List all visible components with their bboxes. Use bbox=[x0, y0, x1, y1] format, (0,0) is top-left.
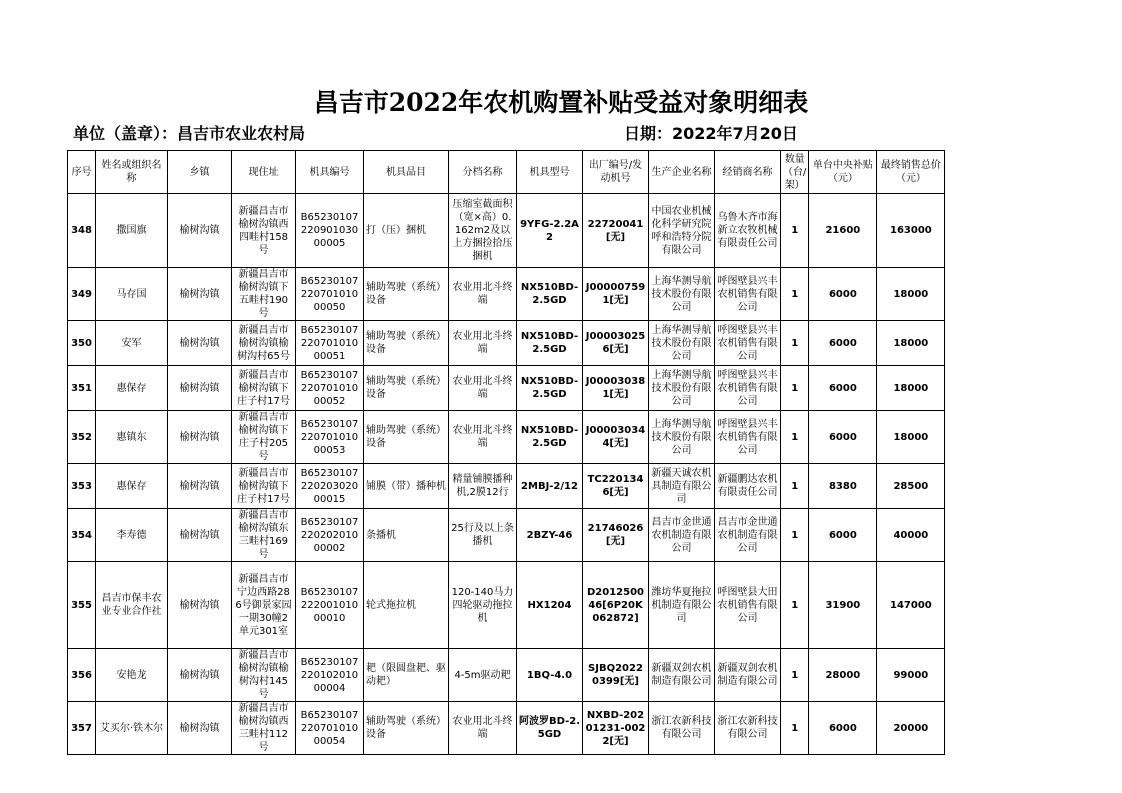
price-cell: 163000 bbox=[877, 194, 945, 268]
header-cell: 经销商名称 bbox=[715, 151, 781, 194]
row-number-cell: 356 bbox=[68, 649, 96, 702]
price-cell: 147000 bbox=[877, 562, 945, 649]
serial-cell: J000030381[无] bbox=[583, 366, 649, 411]
machine-id-cell: B6523010722070101000051 bbox=[296, 321, 364, 366]
manufacturer-cell: 新疆双剑农机制造有限公司 bbox=[649, 649, 715, 702]
header-cell: 最终销售总价（元） bbox=[877, 151, 945, 194]
table-row bbox=[68, 194, 945, 268]
address-cell: 新疆昌吉市榆树沟镇榆树沟村145号 bbox=[232, 649, 296, 702]
town-cell: 榆树沟镇 bbox=[168, 464, 232, 509]
serial-cell: J000030344[无] bbox=[583, 411, 649, 464]
town-cell: 榆树沟镇 bbox=[168, 702, 232, 755]
dealer-cell: 呼图壁县兴丰农机销售有限公司 bbox=[715, 268, 781, 321]
town-cell: 榆树沟镇 bbox=[168, 649, 232, 702]
price-cell: 40000 bbox=[877, 509, 945, 562]
model-cell: NX510BD-2.5GD bbox=[517, 321, 583, 366]
header-cell: 序号 bbox=[68, 151, 96, 194]
category-cell: 耙（限圆盘耙、驱动耙） bbox=[364, 649, 449, 702]
price-cell: 18000 bbox=[877, 411, 945, 464]
machine-id-cell: B6523010722090103000005 bbox=[296, 194, 364, 268]
grade-cell: 农业用北斗终端 bbox=[449, 366, 517, 411]
header-cell: 乡镇 bbox=[168, 151, 232, 194]
price-cell: 99000 bbox=[877, 649, 945, 702]
dealer-cell: 呼图壁县大田农机销售有限公司 bbox=[715, 562, 781, 649]
subsidy-cell: 21600 bbox=[809, 194, 877, 268]
row-number-cell: 355 bbox=[68, 562, 96, 649]
header-cell: 现住址 bbox=[232, 151, 296, 194]
serial-cell: NXBD-20201231-0022[无] bbox=[583, 702, 649, 755]
grade-cell: 农业用北斗终端 bbox=[449, 268, 517, 321]
subsidy-table bbox=[67, 150, 945, 755]
manufacturer-cell: 中国农业机械化科学研究院呼和浩特分院有限公司 bbox=[649, 194, 715, 268]
address-cell: 新疆昌吉市宁边西路286号御景家园一期30幢2单元301室 bbox=[232, 562, 296, 649]
serial-cell: 22720041[无] bbox=[583, 194, 649, 268]
row-number-cell: 348 bbox=[68, 194, 96, 268]
page-title: 昌吉市2022年农机购置补贴受益对象明细表 bbox=[313, 88, 809, 117]
machine-id-cell: B6523010722200101000010 bbox=[296, 562, 364, 649]
town-cell: 榆树沟镇 bbox=[168, 366, 232, 411]
grade-cell: 4-5m驱动耙 bbox=[449, 649, 517, 702]
subsidy-cell: 6000 bbox=[809, 411, 877, 464]
table-row bbox=[68, 702, 945, 755]
row-number-cell: 353 bbox=[68, 464, 96, 509]
category-cell: 辅助驾驶（系统）设备 bbox=[364, 321, 449, 366]
header-cell: 机具编号 bbox=[296, 151, 364, 194]
machine-id-cell: B6523010722070101000053 bbox=[296, 411, 364, 464]
address-cell: 新疆昌吉市榆树沟镇西三畦村112号 bbox=[232, 702, 296, 755]
name-cell: 安军 bbox=[96, 321, 168, 366]
address-cell: 新疆昌吉市榆树沟镇下庄子村205号 bbox=[232, 411, 296, 464]
price-cell: 20000 bbox=[877, 702, 945, 755]
name-cell: 惠保存 bbox=[96, 464, 168, 509]
dealer-cell: 昌吉市金世通农机制造有限公司 bbox=[715, 509, 781, 562]
address-cell: 新疆昌吉市榆树沟镇东三畦村169号 bbox=[232, 509, 296, 562]
header-cell: 机具型号 bbox=[517, 151, 583, 194]
table-row bbox=[68, 649, 945, 702]
subsidy-cell: 28000 bbox=[809, 649, 877, 702]
row-number-cell: 354 bbox=[68, 509, 96, 562]
model-cell: 2MBJ-2/12 bbox=[517, 464, 583, 509]
category-cell: 辅助驾驶（系统）设备 bbox=[364, 366, 449, 411]
machine-id-cell: B6523010722020302000015 bbox=[296, 464, 364, 509]
machine-id-cell: B6523010722070101000054 bbox=[296, 702, 364, 755]
subsidy-cell: 8380 bbox=[809, 464, 877, 509]
manufacturer-cell: 浙江农新科技有限公司 bbox=[649, 702, 715, 755]
header-row bbox=[68, 151, 945, 194]
grade-cell: 压缩室截面积（宽×高）0.162m2及以上方捆捡拾压捆机 bbox=[449, 194, 517, 268]
header-cell: 姓名或组织名称 bbox=[96, 151, 168, 194]
serial-cell: D201250046[6P20K062872] bbox=[583, 562, 649, 649]
dealer-cell: 浙江农新科技有限公司 bbox=[715, 702, 781, 755]
subsidy-cell: 6000 bbox=[809, 366, 877, 411]
category-cell: 辅助驾驶（系统）设备 bbox=[364, 702, 449, 755]
dealer-cell: 新疆鹏达农机有限责任公司 bbox=[715, 464, 781, 509]
serial-cell: TC2201346[无] bbox=[583, 464, 649, 509]
model-cell: NX510BD-2.5GD bbox=[517, 411, 583, 464]
header-cell: 分档名称 bbox=[449, 151, 517, 194]
header-cell: 出厂编号/发动机号 bbox=[583, 151, 649, 194]
date-line: 日期：2022年7月20日 bbox=[624, 124, 798, 143]
quantity-cell: 1 bbox=[781, 562, 809, 649]
manufacturer-cell: 上海华测导航技术股份有限公司 bbox=[649, 321, 715, 366]
header-cell: 机具品目 bbox=[364, 151, 449, 194]
row-number-cell: 350 bbox=[68, 321, 96, 366]
model-cell: NX510BD-2.5GD bbox=[517, 268, 583, 321]
row-number-cell: 351 bbox=[68, 366, 96, 411]
subsidy-cell: 6000 bbox=[809, 702, 877, 755]
name-cell: 李寿德 bbox=[96, 509, 168, 562]
model-cell: 阿波罗BD-2.5GD bbox=[517, 702, 583, 755]
table-row bbox=[68, 562, 945, 649]
manufacturer-cell: 上海华测导航技术股份有限公司 bbox=[649, 366, 715, 411]
subsidy-cell: 6000 bbox=[809, 268, 877, 321]
model-cell: 9YFG-2.2A2 bbox=[517, 194, 583, 268]
quantity-cell: 1 bbox=[781, 702, 809, 755]
category-cell: 轮式拖拉机 bbox=[364, 562, 449, 649]
quantity-cell: 1 bbox=[781, 268, 809, 321]
price-cell: 28500 bbox=[877, 464, 945, 509]
quantity-cell: 1 bbox=[781, 194, 809, 268]
category-cell: 辅助驾驶（系统）设备 bbox=[364, 411, 449, 464]
model-cell: 2BZY-46 bbox=[517, 509, 583, 562]
quantity-cell: 1 bbox=[781, 411, 809, 464]
subsidy-cell: 31900 bbox=[809, 562, 877, 649]
manufacturer-cell: 上海华测导航技术股份有限公司 bbox=[649, 411, 715, 464]
table-row bbox=[68, 366, 945, 411]
town-cell: 榆树沟镇 bbox=[168, 194, 232, 268]
machine-id-cell: B6523010722070101000052 bbox=[296, 366, 364, 411]
town-cell: 榆树沟镇 bbox=[168, 321, 232, 366]
subsidy-cell: 6000 bbox=[809, 321, 877, 366]
serial-cell: 21746026[无] bbox=[583, 509, 649, 562]
subsidy-cell: 6000 bbox=[809, 509, 877, 562]
grade-cell: 120-140马力四轮驱动拖拉机 bbox=[449, 562, 517, 649]
quantity-cell: 1 bbox=[781, 649, 809, 702]
quantity-cell: 1 bbox=[781, 366, 809, 411]
quantity-cell: 1 bbox=[781, 464, 809, 509]
manufacturer-cell: 昌吉市金世通农机制造有限公司 bbox=[649, 509, 715, 562]
address-cell: 新疆昌吉市榆树沟镇下五畦村190号 bbox=[232, 268, 296, 321]
dealer-cell: 新疆双剑农机制造有限公司 bbox=[715, 649, 781, 702]
address-cell: 新疆昌吉市榆树沟镇榆树沟村65号 bbox=[232, 321, 296, 366]
table-row bbox=[68, 411, 945, 464]
address-cell: 新疆昌吉市榆树沟镇下庄子村17号 bbox=[232, 366, 296, 411]
manufacturer-cell: 新疆天诚农机具制造有限公司 bbox=[649, 464, 715, 509]
town-cell: 榆树沟镇 bbox=[168, 509, 232, 562]
dealer-cell: 乌鲁木齐市海新立农牧机械有限责任公司 bbox=[715, 194, 781, 268]
grade-cell: 精量铺膜播种机,2膜12行 bbox=[449, 464, 517, 509]
serial-cell: J000007591[无] bbox=[583, 268, 649, 321]
machine-id-cell: B6523010722020201000002 bbox=[296, 509, 364, 562]
table-row bbox=[68, 464, 945, 509]
price-cell: 18000 bbox=[877, 366, 945, 411]
row-number-cell: 349 bbox=[68, 268, 96, 321]
header-cell: 生产企业名称 bbox=[649, 151, 715, 194]
address-cell: 新疆昌吉市榆树沟镇西四畦村158号 bbox=[232, 194, 296, 268]
price-cell: 18000 bbox=[877, 268, 945, 321]
manufacturer-cell: 上海华测导航技术股份有限公司 bbox=[649, 268, 715, 321]
serial-cell: SJBQ20220399[无] bbox=[583, 649, 649, 702]
town-cell: 榆树沟镇 bbox=[168, 562, 232, 649]
dealer-cell: 呼图壁县兴丰农机销售有限公司 bbox=[715, 366, 781, 411]
price-cell: 18000 bbox=[877, 321, 945, 366]
name-cell: 惠镇东 bbox=[96, 411, 168, 464]
machine-id-cell: B6523010722070101000050 bbox=[296, 268, 364, 321]
quantity-cell: 1 bbox=[781, 509, 809, 562]
quantity-cell: 1 bbox=[781, 321, 809, 366]
category-cell: 打（压）捆机 bbox=[364, 194, 449, 268]
machine-id-cell: B6523010722010201000004 bbox=[296, 649, 364, 702]
town-cell: 榆树沟镇 bbox=[168, 411, 232, 464]
address-cell: 新疆昌吉市榆树沟镇下庄子村17号 bbox=[232, 464, 296, 509]
header-cell: 数量（台/架） bbox=[781, 151, 809, 194]
grade-cell: 农业用北斗终端 bbox=[449, 411, 517, 464]
name-cell: 安艳龙 bbox=[96, 649, 168, 702]
category-cell: 条播机 bbox=[364, 509, 449, 562]
name-cell: 马存国 bbox=[96, 268, 168, 321]
manufacturer-cell: 潍坊华夏拖拉机制造有限公司 bbox=[649, 562, 715, 649]
name-cell: 惠保存 bbox=[96, 366, 168, 411]
model-cell: 1BQ-4.0 bbox=[517, 649, 583, 702]
dealer-cell: 呼图壁县兴丰农机销售有限公司 bbox=[715, 321, 781, 366]
grade-cell: 农业用北斗终端 bbox=[449, 321, 517, 366]
name-cell: 昌吉市保丰农业专业合作社 bbox=[96, 562, 168, 649]
grade-cell: 25行及以上条播机 bbox=[449, 509, 517, 562]
model-cell: HX1204 bbox=[517, 562, 583, 649]
serial-cell: J000030256[无] bbox=[583, 321, 649, 366]
grade-cell: 农业用北斗终端 bbox=[449, 702, 517, 755]
model-cell: NX510BD-2.5GD bbox=[517, 366, 583, 411]
category-cell: 铺膜（带）播种机 bbox=[364, 464, 449, 509]
table-row bbox=[68, 509, 945, 562]
category-cell: 辅助驾驶（系统）设备 bbox=[364, 268, 449, 321]
header-cell: 单台中央补贴（元） bbox=[809, 151, 877, 194]
row-number-cell: 357 bbox=[68, 702, 96, 755]
unit-line: 单位（盖章）：昌吉市农业农村局 bbox=[73, 124, 306, 143]
name-cell: 撒国旗 bbox=[96, 194, 168, 268]
dealer-cell: 呼图壁县兴丰农机销售有限公司 bbox=[715, 411, 781, 464]
table-row bbox=[68, 268, 945, 321]
table-row bbox=[68, 321, 945, 366]
name-cell: 艾买尔·铁木尔 bbox=[96, 702, 168, 755]
row-number-cell: 352 bbox=[68, 411, 96, 464]
town-cell: 榆树沟镇 bbox=[168, 268, 232, 321]
